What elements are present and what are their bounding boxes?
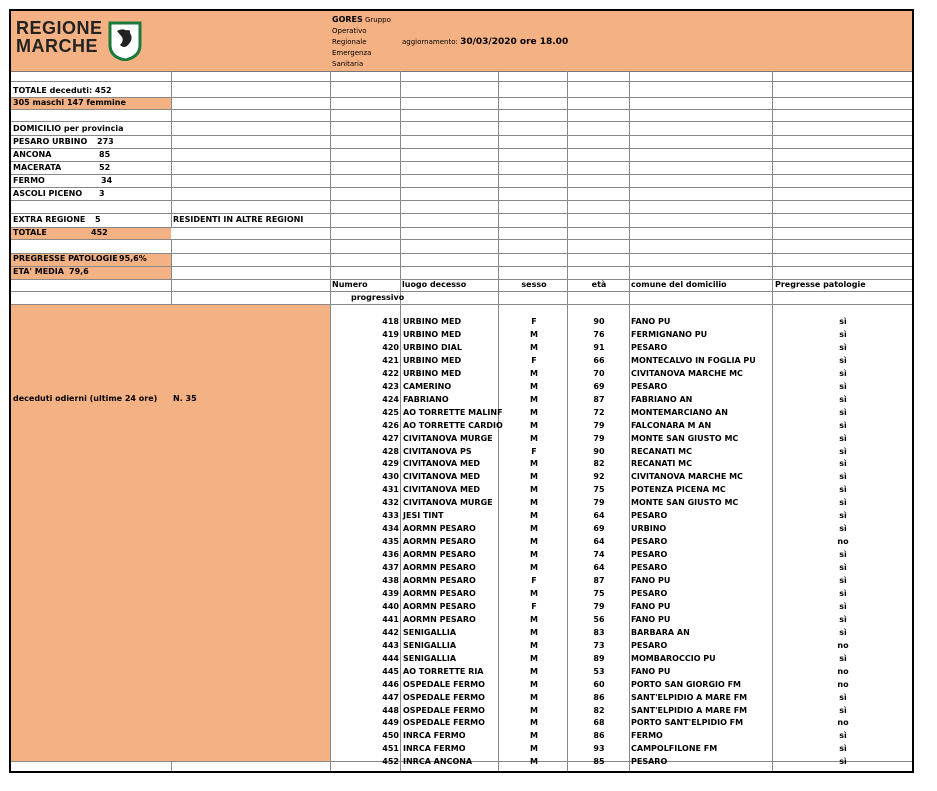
table-row: [11, 535, 912, 548]
record-patologie: sì: [839, 433, 847, 443]
record-sesso: M: [530, 381, 538, 391]
deceduti-odierni-label: deceduti odierni (ultime 24 ore): [13, 394, 158, 403]
extra-regione-label: EXTRA REGIONE: [13, 215, 86, 224]
record-comune: FABRIANO AN: [631, 394, 693, 404]
gores-line: Regionale: [332, 38, 367, 46]
record-luogo: OSPEDALE FERMO: [403, 718, 485, 728]
record-sesso: M: [530, 614, 538, 624]
table-row: [11, 445, 912, 458]
header-numero: Numero: [332, 280, 368, 289]
table-row: [11, 704, 912, 717]
record-sesso: M: [530, 342, 538, 352]
record-luogo: INRCA FERMO: [403, 731, 466, 741]
gores-title: GORES: [332, 15, 363, 24]
record-comune: MONTECALVO IN FOGLIA PU: [631, 355, 756, 365]
record-luogo: INRCA ANCONA: [403, 757, 473, 767]
record-eta: 82: [593, 459, 605, 469]
record-eta: 79: [593, 433, 605, 443]
record-luogo: INRCA FERMO: [403, 744, 466, 754]
table-row: [11, 678, 912, 691]
record-comune: CIVITANOVA MARCHE MC: [631, 472, 743, 482]
table-row: [11, 716, 912, 729]
table-row: [11, 393, 912, 406]
shield-icon: [108, 21, 142, 61]
header-luogo: luogo decesso: [402, 280, 467, 289]
record-comune: URBINO: [631, 524, 667, 534]
record-sesso: M: [530, 329, 538, 339]
record-number: 443: [382, 640, 399, 650]
record-comune: FALCONARA M AN: [631, 420, 712, 430]
record-number: 440: [382, 601, 399, 611]
record-eta: 69: [593, 381, 605, 391]
record-patologie: sì: [839, 342, 847, 352]
record-number: 449: [382, 718, 399, 728]
record-sesso: M: [530, 692, 538, 702]
data-grid: [11, 71, 912, 773]
record-sesso: M: [530, 511, 538, 521]
record-number: 446: [382, 679, 399, 689]
record-sesso: M: [530, 731, 538, 741]
record-comune: PESARO: [631, 588, 668, 598]
logo-line2: MARCHE: [16, 36, 98, 56]
table-row: [11, 522, 912, 535]
record-comune: BARBARA AN: [631, 627, 690, 637]
record-comune: MONTE SAN GIUSTO MC: [631, 498, 739, 508]
header-comune: comune del domicilio: [631, 280, 727, 289]
update-value: 30/03/2020 ore 18.00: [460, 37, 569, 47]
record-number: 439: [382, 588, 399, 598]
province-name: PESARO URBINO: [13, 137, 88, 146]
record-luogo: AO TORRETTE MALINF: [403, 407, 503, 417]
record-patologie: sì: [839, 601, 847, 611]
record-eta: 90: [593, 446, 605, 456]
extra-regione-value: 5: [95, 215, 101, 224]
record-sesso: M: [530, 744, 538, 754]
record-patologie: sì: [839, 731, 847, 741]
record-patologie: sì: [839, 420, 847, 430]
table-row: [11, 600, 912, 613]
record-sesso: M: [530, 627, 538, 637]
deceduti-odierni-value: N. 35: [173, 394, 197, 403]
record-eta: 79: [593, 601, 605, 611]
record-sesso: M: [530, 459, 538, 469]
record-eta: 86: [593, 692, 605, 702]
record-luogo: CAMERINO: [403, 381, 452, 391]
record-eta: 87: [593, 576, 605, 585]
record-luogo: URBINO MED: [403, 368, 462, 378]
record-comune: PORTO SANT'ELPIDIO FM: [631, 718, 744, 728]
record-patologie: sì: [839, 705, 847, 715]
record-patologie: sì: [839, 381, 847, 391]
record-number: 425: [382, 407, 399, 417]
table-row: [11, 755, 912, 768]
table-row: [11, 341, 912, 354]
record-eta: 93: [593, 744, 605, 754]
record-sesso: M: [530, 472, 538, 482]
sesso-split: 305 maschi 147 femmine: [13, 98, 126, 107]
record-patologie: sì: [839, 394, 847, 404]
record-patologie: sì: [839, 472, 847, 482]
record-luogo: CIVITANOVA MED: [403, 459, 481, 469]
record-patologie: sì: [839, 692, 847, 702]
table-row: [11, 742, 912, 755]
record-number: 450: [382, 731, 399, 741]
gores-line: Operativo: [332, 27, 367, 35]
record-number: 444: [382, 653, 399, 663]
record-number: 422: [382, 368, 399, 378]
record-comune: FANO PU: [631, 576, 671, 585]
record-patologie: no: [837, 640, 849, 650]
table-row: [11, 639, 912, 652]
record-sesso: M: [530, 485, 538, 495]
record-number: 441: [382, 614, 399, 624]
record-comune: PESARO: [631, 550, 668, 560]
record-comune: FANO PU: [631, 666, 671, 676]
record-number: 438: [382, 576, 399, 585]
record-comune: FANO PU: [631, 317, 671, 326]
table-row: [11, 457, 912, 470]
record-luogo: AORMN PESARO: [403, 576, 476, 585]
record-eta: 76: [593, 329, 605, 339]
record-patologie: no: [837, 666, 849, 676]
record-number: 431: [382, 485, 399, 495]
record-sesso: M: [530, 550, 538, 560]
record-patologie: sì: [839, 355, 847, 365]
record-sesso: M: [530, 368, 538, 378]
table-row: [11, 509, 912, 522]
record-sesso: M: [530, 640, 538, 650]
record-luogo: AORMN PESARO: [403, 588, 476, 598]
record-luogo: FABRIANO: [403, 394, 449, 404]
record-luogo: AORMN PESARO: [403, 601, 476, 611]
record-sesso: M: [530, 588, 538, 598]
record-patologie: sì: [839, 407, 847, 417]
record-luogo: AO TORRETTE RIA: [403, 666, 484, 676]
record-eta: 56: [593, 614, 605, 624]
record-sesso: F: [531, 317, 537, 326]
record-eta: 66: [593, 355, 605, 365]
record-eta: 79: [593, 420, 605, 430]
patologie-value: 95,6%: [119, 254, 147, 263]
record-luogo: CIVITANOVA PS: [403, 446, 472, 456]
record-number: 432: [382, 498, 399, 508]
record-comune: PESARO: [631, 342, 668, 352]
record-eta: 79: [593, 498, 605, 508]
province-name: MACERATA: [13, 163, 62, 172]
record-patologie: no: [837, 679, 849, 689]
record-number: 442: [382, 627, 399, 637]
record-patologie: sì: [839, 576, 847, 585]
record-sesso: F: [531, 576, 537, 585]
record-eta: 75: [593, 485, 605, 495]
record-eta: 89: [593, 653, 605, 663]
record-number: 435: [382, 537, 399, 547]
record-luogo: URBINO MED: [403, 355, 462, 365]
record-patologie: sì: [839, 588, 847, 598]
update-timestamp: [402, 37, 568, 47]
record-eta: 86: [593, 731, 605, 741]
record-comune: PESARO: [631, 640, 668, 650]
record-comune: PESARO: [631, 537, 668, 547]
record-eta: 74: [593, 550, 605, 560]
table-row: [11, 496, 912, 509]
record-comune: MONTEMARCIANO AN: [631, 407, 728, 417]
record-eta: 64: [593, 537, 605, 547]
record-eta: 70: [593, 368, 605, 378]
record-patologie: sì: [839, 757, 847, 767]
table-row: [11, 354, 912, 367]
header-progressivo: progressivo: [351, 293, 405, 302]
record-number: 419: [382, 329, 399, 339]
table-row: [11, 587, 912, 600]
record-sesso: M: [530, 653, 538, 663]
table-row: [11, 561, 912, 574]
record-number: 424: [382, 394, 399, 404]
record-luogo: OSPEDALE FERMO: [403, 692, 485, 702]
header-sesso: sesso: [521, 280, 547, 289]
record-number: 447: [382, 692, 399, 702]
eta-media-value: 79,6: [69, 267, 89, 276]
totale-label: TOTALE: [13, 228, 47, 237]
record-patologie: sì: [839, 744, 847, 754]
spreadsheet: [9, 9, 914, 773]
record-luogo: AORMN PESARO: [403, 550, 476, 560]
province-name: ANCONA: [13, 150, 52, 159]
table-row: [11, 432, 912, 445]
regione-marche-logo: [16, 19, 103, 55]
record-patologie: sì: [839, 563, 847, 573]
record-eta: 82: [593, 705, 605, 715]
record-comune: MOMBAROCCIO PU: [631, 653, 716, 663]
record-luogo: CIVITANOVA MURGE: [403, 433, 493, 443]
record-comune: MONTE SAN GIUSTO MC: [631, 433, 739, 443]
record-sesso: M: [530, 498, 538, 508]
table-row: [11, 380, 912, 393]
table-row: [11, 470, 912, 483]
record-patologie: sì: [839, 459, 847, 469]
record-patologie: sì: [839, 498, 847, 508]
record-luogo: OSPEDALE FERMO: [403, 705, 485, 715]
record-eta: 69: [593, 524, 605, 534]
record-sesso: M: [530, 407, 538, 417]
totale-deceduti: TOTALE deceduti: 452: [13, 86, 112, 95]
record-luogo: AORMN PESARO: [403, 524, 476, 534]
record-number: 451: [382, 744, 399, 754]
record-eta: 53: [593, 666, 605, 676]
record-sesso: M: [530, 524, 538, 534]
record-patologie: sì: [839, 368, 847, 378]
record-sesso: M: [530, 394, 538, 404]
record-sesso: M: [530, 679, 538, 689]
gores-gruppo: Gruppo: [365, 16, 391, 24]
record-patologie: sì: [839, 550, 847, 560]
record-comune: RECANATI MC: [631, 459, 693, 469]
record-eta: 68: [593, 718, 605, 728]
record-number: 429: [382, 459, 399, 469]
province-value: 52: [99, 163, 111, 172]
table-row: [11, 328, 912, 341]
record-sesso: M: [530, 666, 538, 676]
update-label: aggiornamento:: [402, 38, 458, 46]
record-sesso: M: [530, 563, 538, 573]
record-comune: PESARO: [631, 757, 668, 767]
record-patologie: sì: [839, 653, 847, 663]
record-comune: CAMPOLFILONE FM: [631, 744, 718, 754]
record-eta: 73: [593, 640, 605, 650]
record-comune: POTENZA PICENA MC: [631, 485, 726, 495]
record-number: 433: [382, 511, 399, 521]
record-number: 418: [382, 317, 399, 326]
residenti-note: RESIDENTI IN ALTRE REGIONI: [173, 215, 304, 224]
record-patologie: sì: [839, 614, 847, 624]
record-eta: 60: [593, 679, 605, 689]
table-row: [11, 548, 912, 561]
record-patologie: sì: [839, 627, 847, 637]
record-comune: CIVITANOVA MARCHE MC: [631, 368, 743, 378]
record-number: 430: [382, 472, 399, 482]
table-row: [11, 691, 912, 704]
province-value: 273: [97, 137, 114, 146]
record-luogo: CIVITANOVA MURGE: [403, 498, 493, 508]
record-number: 452: [382, 757, 399, 767]
record-luogo: OSPEDALE FERMO: [403, 679, 485, 689]
record-patologie: sì: [839, 317, 847, 326]
header-eta: età: [591, 280, 607, 289]
province-value: 3: [99, 189, 105, 198]
record-number: 434: [382, 524, 399, 534]
record-luogo: AORMN PESARO: [403, 563, 476, 573]
table-row: [11, 315, 912, 328]
table-row: [11, 419, 912, 432]
record-patologie: sì: [839, 524, 847, 534]
record-eta: 90: [593, 317, 605, 326]
record-luogo: CIVITANOVA MED: [403, 485, 481, 495]
record-eta: 72: [593, 407, 605, 417]
table-row: [11, 367, 912, 380]
record-luogo: JESI TINT: [403, 511, 444, 521]
totale-value: 452: [91, 228, 108, 237]
header-band: [11, 11, 912, 72]
record-luogo: URBINO MED: [403, 317, 462, 326]
record-sesso: M: [530, 718, 538, 728]
record-number: 445: [382, 666, 399, 676]
record-patologie: sì: [839, 446, 847, 456]
record-sesso: M: [530, 757, 538, 767]
record-number: 448: [382, 705, 399, 715]
record-sesso: M: [530, 420, 538, 430]
record-comune: PORTO SAN GIORGIO FM: [631, 679, 741, 689]
table-row: [11, 574, 912, 587]
record-comune: RECANATI MC: [631, 446, 693, 456]
record-patologie: sì: [839, 329, 847, 339]
record-comune: FERMO: [631, 731, 663, 741]
record-sesso: M: [530, 705, 538, 715]
record-patologie: sì: [839, 485, 847, 495]
record-comune: FANO PU: [631, 614, 671, 624]
record-number: 436: [382, 550, 399, 560]
record-luogo: AORMN PESARO: [403, 614, 476, 624]
record-eta: 75: [593, 588, 605, 598]
record-eta: 85: [593, 757, 605, 767]
record-number: 423: [382, 381, 399, 391]
table-row: [11, 406, 912, 419]
record-luogo: SENIGALLIA: [403, 653, 457, 663]
record-number: 421: [382, 355, 399, 365]
province-value: 85: [99, 150, 111, 159]
province-value: 34: [101, 176, 113, 185]
record-luogo: CIVITANOVA MED: [403, 472, 481, 482]
record-luogo: URBINO DIAL: [403, 342, 462, 352]
gores-line: Sanitaria: [332, 60, 364, 68]
gores-line: Emergenza: [332, 49, 372, 57]
record-comune: SANT'ELPIDIO A MARE FM: [631, 705, 748, 715]
logo-line1: REGIONE: [16, 18, 103, 38]
record-eta: 92: [593, 472, 605, 482]
record-comune: PESARO: [631, 563, 668, 573]
record-comune: FERMIGNANO PU: [631, 329, 708, 339]
record-eta: 64: [593, 511, 605, 521]
record-sesso: F: [531, 355, 537, 365]
province-name: ASCOLI PICENO: [13, 189, 83, 198]
table-row: [11, 626, 912, 639]
domicilio-title: DOMICILIO per provincia: [13, 124, 124, 133]
province-name: FERMO: [13, 176, 45, 185]
record-number: 437: [382, 563, 399, 573]
record-luogo: SENIGALLIA: [403, 627, 457, 637]
record-number: 426: [382, 420, 399, 430]
record-patologie: no: [837, 537, 849, 547]
patologie-label: PREGRESSE PATOLOGIE: [13, 254, 118, 263]
record-eta: 64: [593, 563, 605, 573]
record-comune: FANO PU: [631, 601, 671, 611]
eta-media-label: ETA' MEDIA: [13, 267, 64, 276]
record-patologie: sì: [839, 511, 847, 521]
table-row: [11, 483, 912, 496]
gores-block: [332, 14, 391, 70]
record-luogo: AORMN PESARO: [403, 537, 476, 547]
record-eta: 91: [593, 342, 605, 352]
record-sesso: F: [531, 601, 537, 611]
record-luogo: SENIGALLIA: [403, 640, 457, 650]
table-row: [11, 652, 912, 665]
record-comune: PESARO: [631, 381, 668, 391]
record-sesso: M: [530, 433, 538, 443]
record-number: 428: [382, 446, 399, 456]
record-luogo: URBINO MED: [403, 329, 462, 339]
table-row: [11, 613, 912, 626]
record-number: 427: [382, 433, 399, 443]
record-comune: SANT'ELPIDIO A MARE FM: [631, 692, 748, 702]
header-patologie: Pregresse patologie: [775, 280, 866, 289]
record-sesso: M: [530, 537, 538, 547]
record-number: 420: [382, 342, 399, 352]
record-patologie: no: [837, 718, 849, 728]
record-luogo: AO TORRETTE CARDIO: [403, 420, 503, 430]
record-eta: 83: [593, 627, 605, 637]
record-comune: PESARO: [631, 511, 668, 521]
record-sesso: F: [531, 446, 537, 456]
table-row: [11, 729, 912, 742]
record-eta: 87: [593, 394, 605, 404]
table-row: [11, 665, 912, 678]
